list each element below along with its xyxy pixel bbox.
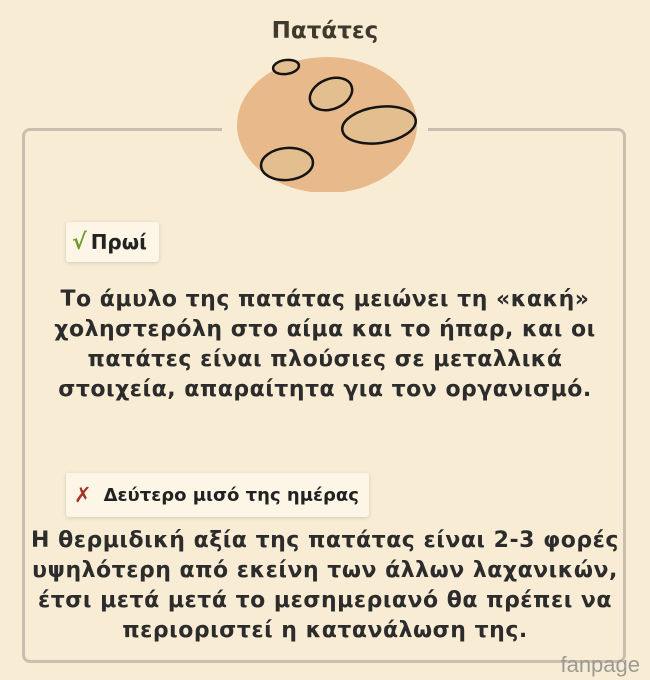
check-icon: √ [72,229,87,255]
potato-illustration [232,52,422,192]
page-title: Πατάτες [271,18,379,44]
morning-text: Το άμυλο της πατάτας μειώνει τη «κακή» χοληστερόλη στο αίμα και το ήπαρ, και οι πατάτες είναι πλούσιες σε μεταλλικά στοιχεία, απαραίτητα για τον οργανισμό. [54,287,596,402]
morning-label: Πρωί [90,230,147,254]
watermark: fanpage [560,652,640,677]
afternoon-tag [66,473,369,517]
cross-icon: ✗ [74,483,92,507]
afternoon-text: Η θερμιδική αξία της πατάτας είναι 2-3 φορές υψηλότερη από εκείνη των άλλων λαχανικών, έτσι μετά μετά το μεσημεριανό θα πρέπει να περιοριστεί η κατανάλωση της. [31,528,619,643]
afternoon-label: Δεύτερο μισό της ημέρας [103,484,359,506]
morning-tag [66,222,159,262]
